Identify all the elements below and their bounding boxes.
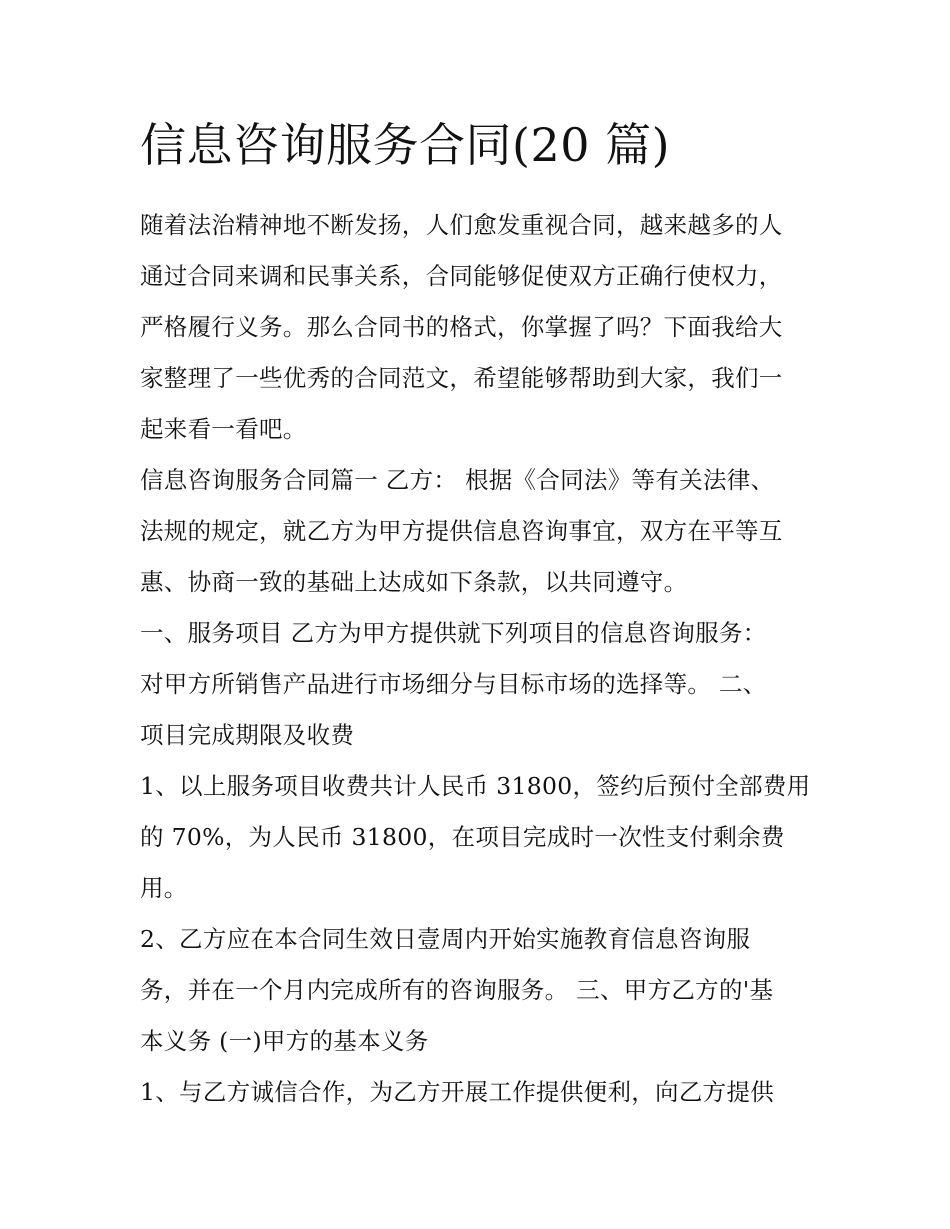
body-line: 一、服务项目 乙方为甲方提供就下列项目的信息咨询服务： [140,619,767,647]
body-line: 对甲方所销售产品进行市场细分与目标市场的选择等。 二、 [140,670,767,698]
body-line: 1、以上服务项目收费共计人民币 31800，签约后预付全部费用 [140,772,811,800]
body-line: 项目完成期限及收费 [140,721,355,749]
body-line: 信息咨询服务合同篇一 乙方： 根据《合同法》等有关法律、 [140,466,775,494]
body-line: 严格履行义务。那么合同书的格式，你掌握了吗？下面我给大 [140,313,783,341]
body-line: 用。 [140,874,188,902]
body-line: 1、与乙方诚信合作，为乙方开展工作提供便利，向乙方提供 [140,1078,775,1106]
body-line: 起来看一看吧。 [140,415,307,443]
body-line: 随着法治精神地不断发扬，人们愈发重视合同，越来越多的人 [140,211,783,239]
body-line: 本义务 (一)甲方的基本义务 [140,1027,429,1055]
body-line: 2、乙方应在本合同生效日壹周内开始实施教育信息咨询服 [140,925,751,953]
body-line: 通过合同来调和民事关系，合同能够促使双方正确行使权力， [140,262,783,290]
body-line: 务，并在一个月内完成所有的咨询服务。 三、甲方乙方的'基 [140,976,774,1004]
body-line: 的 70%，为人民币 31800，在项目完成时一次性支付剩余费 [140,823,785,851]
document-title: 信息咨询服务合同(20 篇) [140,118,671,172]
body-line: 家整理了一些优秀的合同范文，希望能够帮助到大家，我们一 [140,364,783,392]
document-body [140,200,820,1118]
body-line: 法规的规定，就乙方为甲方提供信息咨询事宜，双方在平等互 [140,517,783,545]
body-line: 惠、协商一致的基础上达成如下条款，以共同遵守。 [140,568,688,596]
